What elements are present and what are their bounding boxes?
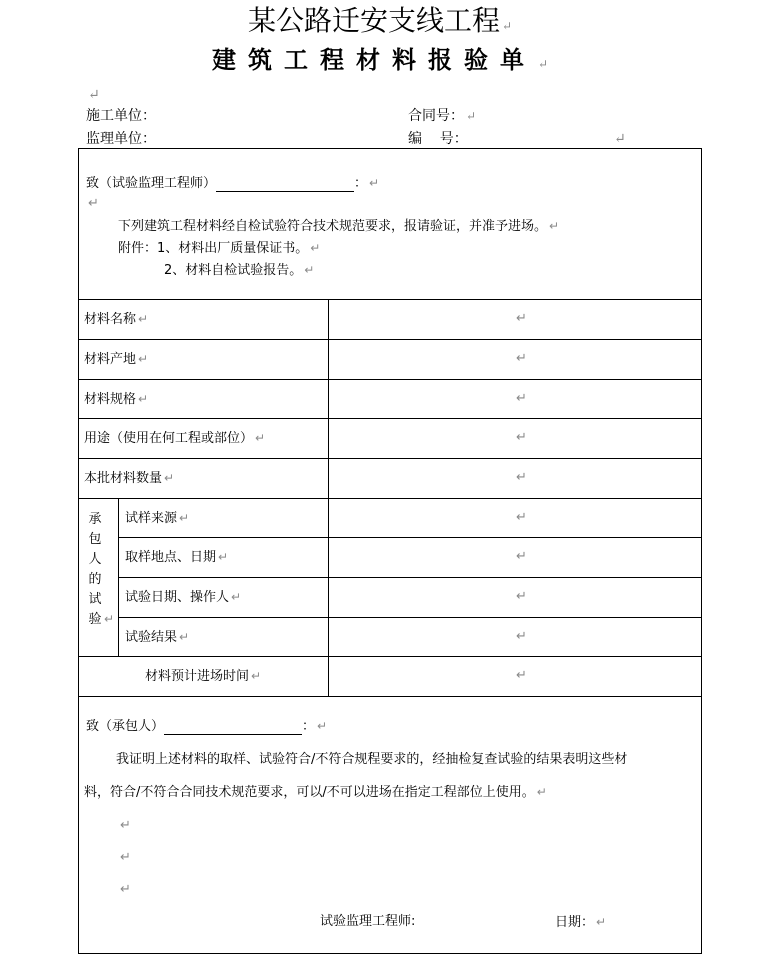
test-result-label: 试验结果 ↵ (125, 630, 190, 645)
approval-line-1: 我证明上述材料的取样、试验符合/不符合规程要求的，经抽检复查试验的结果表明这些材 (116, 752, 628, 767)
expected-entry-time-value[interactable]: ↵ (516, 668, 527, 683)
usage-label: 用途（使用在何工程或部位） ↵ (84, 431, 266, 446)
test-date-operator-label: 试验日期、操作人 ↵ (125, 590, 242, 605)
request-body: 下列建筑工程材料经自检试验符合技术规范要求，报请验证，并准予进场。 ↵ (118, 219, 560, 234)
material-name-value[interactable]: ↵ (516, 311, 527, 326)
material-origin-label: 材料产地 ↵ (84, 352, 149, 367)
contractor-label: 施工单位： (86, 108, 156, 124)
approval-line-2: 料，符合/不符合合同技术规范要求，可以/不可以进场在指定工程部位上使用。 ↵ (84, 785, 547, 800)
contractor-test-group-label: 承包人的试验 ↵ (88, 512, 115, 627)
material-origin-value[interactable]: ↵ (516, 351, 527, 366)
request-to-line: 致（试验监理工程师） ： ↵ (86, 176, 380, 191)
attachment-1: 附件：1、材料出厂质量保证书。 ↵ (118, 241, 321, 256)
test-date-operator-value[interactable]: ↵ (516, 589, 527, 604)
sample-source-value[interactable]: ↵ (516, 510, 527, 525)
batch-quantity-label: 本批材料数量 ↵ (84, 471, 175, 486)
engineer-name-blank[interactable] (216, 177, 354, 192)
serial-no-label: 编 号： (408, 131, 468, 147)
material-name-label: 材料名称 ↵ (84, 312, 149, 327)
material-spec-label: 材料规格 ↵ (84, 392, 149, 407)
contract-no-label: 合同号： ↵ (408, 108, 477, 124)
supervisor-label: 监理单位： (86, 131, 156, 147)
sample-source-label: 试样来源 ↵ (125, 511, 190, 526)
sampling-place-date-label: 取样地点、日期 ↵ (125, 550, 229, 565)
form-title: 建筑工程材料报验单 ↵ (211, 45, 549, 74)
approval-to-line: 致（承包人） ： ↵ (86, 719, 328, 734)
sampling-place-date-value[interactable]: ↵ (516, 549, 527, 564)
test-result-value[interactable]: ↵ (516, 629, 527, 644)
expected-entry-time-label: 材料预计进场时间 ↵ (145, 669, 262, 684)
material-spec-value[interactable]: ↵ (516, 391, 527, 406)
engineer-signature-label: 试验监理工程师: (320, 914, 416, 929)
date-label: 日期： ↵ (555, 915, 607, 930)
usage-value[interactable]: ↵ (516, 430, 527, 445)
project-title: 某公路迁安支线工程 ↵ (247, 4, 513, 37)
batch-quantity-value[interactable]: ↵ (516, 470, 527, 485)
attachment-2: 2、材料自检试验报告。 ↵ (164, 263, 315, 278)
contractor-name-blank[interactable] (164, 720, 302, 735)
